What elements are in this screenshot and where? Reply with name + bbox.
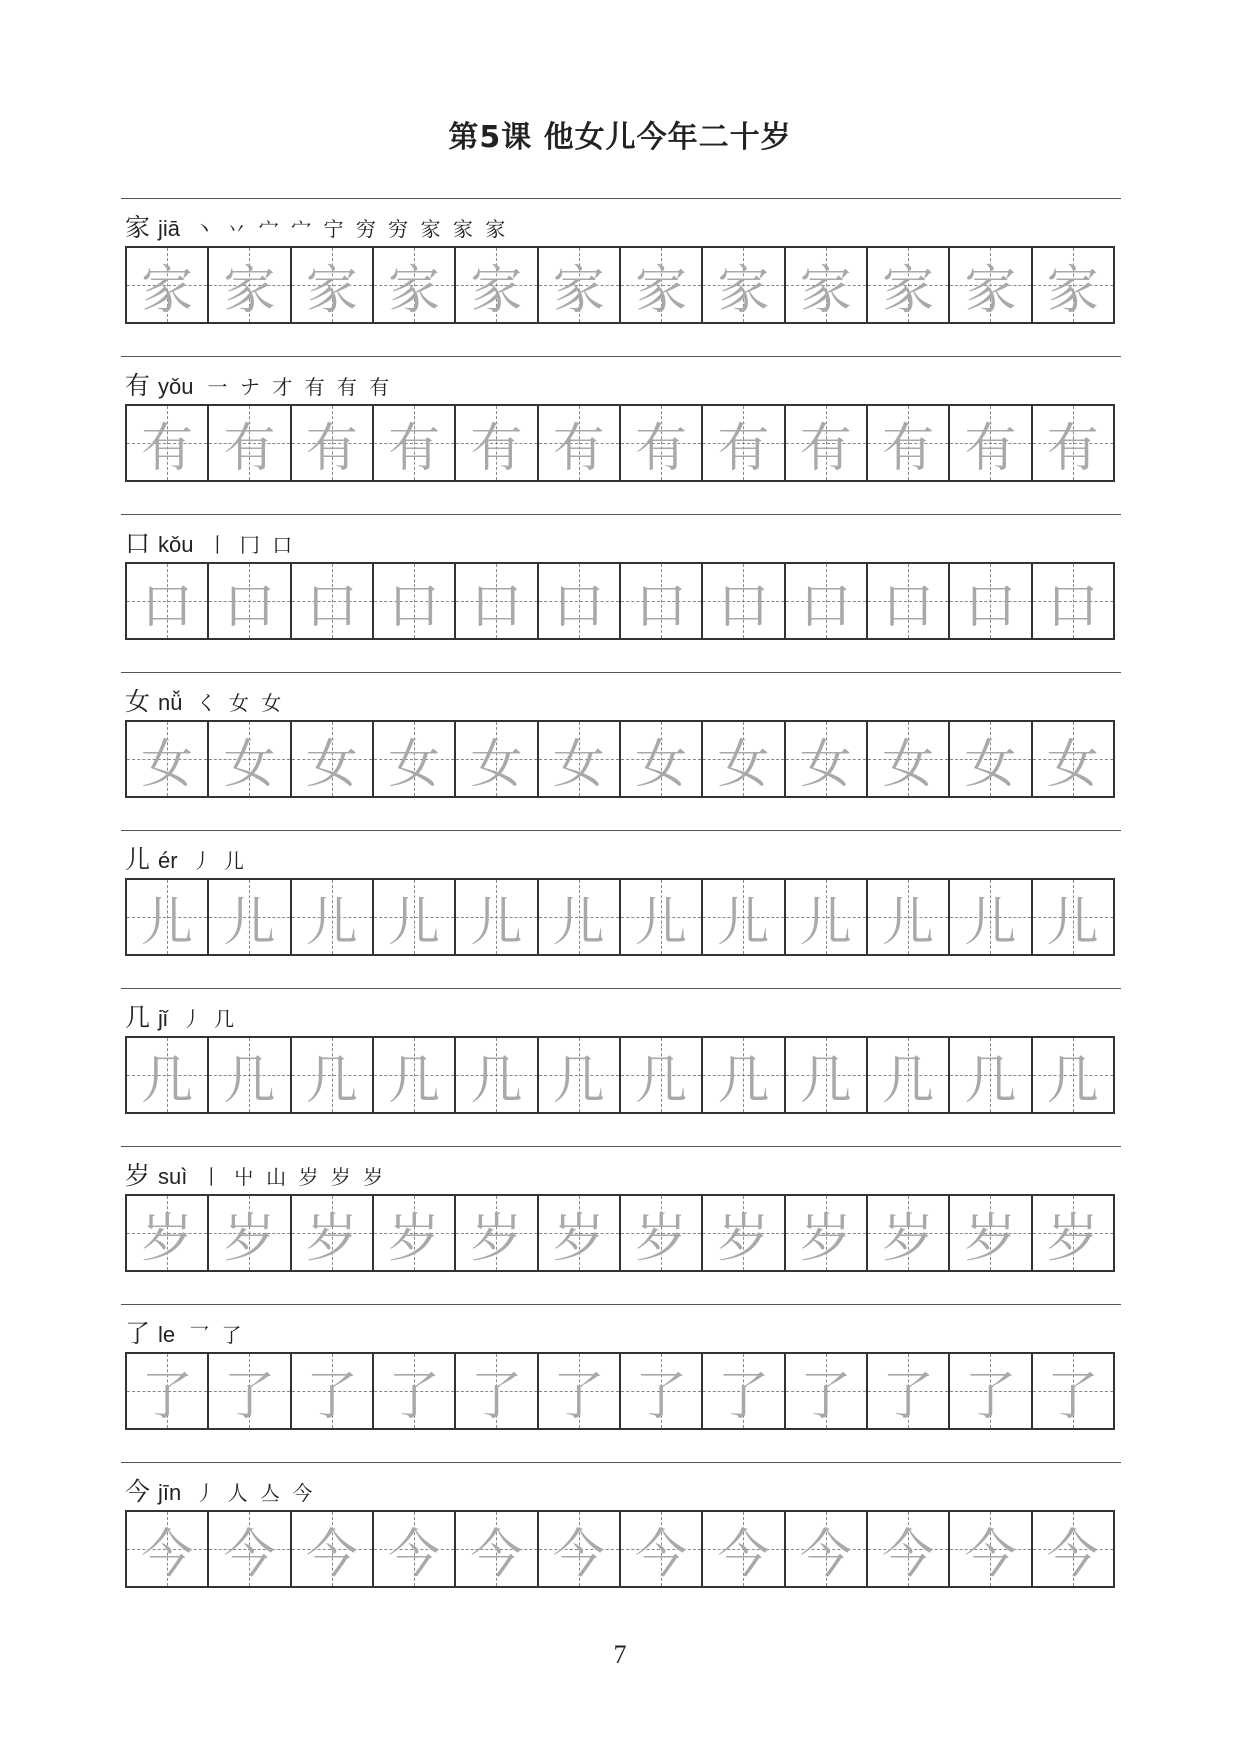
trace-character: 家 bbox=[964, 260, 1017, 321]
tian-zi-cell[interactable] bbox=[209, 564, 291, 638]
stroke-order: 丨 冂 口 bbox=[207, 533, 296, 557]
tian-zi-cell[interactable] bbox=[456, 1354, 538, 1428]
trace-character: 了 bbox=[470, 1366, 523, 1427]
tian-zi-cell[interactable] bbox=[209, 1512, 291, 1586]
trace-character: 今 bbox=[964, 1524, 1017, 1585]
tian-zi-cell[interactable] bbox=[127, 248, 209, 322]
trace-character: 口 bbox=[799, 576, 852, 637]
tian-zi-cell[interactable] bbox=[868, 248, 950, 322]
practice-grid bbox=[125, 562, 1115, 640]
character-label: 今 bbox=[125, 1477, 151, 1506]
tian-zi-cell[interactable] bbox=[209, 880, 291, 954]
trace-character: 口 bbox=[223, 576, 276, 637]
tian-zi-cell[interactable] bbox=[127, 564, 209, 638]
trace-character: 有 bbox=[141, 418, 194, 479]
trace-character: 儿 bbox=[1046, 892, 1099, 953]
tian-zi-cell[interactable] bbox=[292, 1354, 374, 1428]
practice-row bbox=[121, 672, 1121, 824]
trace-character: 岁 bbox=[1046, 1208, 1099, 1269]
trace-character: 家 bbox=[223, 260, 276, 321]
tian-zi-cell[interactable] bbox=[374, 1354, 456, 1428]
trace-character: 几 bbox=[223, 1050, 276, 1111]
tian-zi-cell[interactable] bbox=[374, 1038, 456, 1112]
trace-character: 家 bbox=[305, 260, 358, 321]
trace-character: 岁 bbox=[717, 1208, 770, 1269]
tian-zi-cell[interactable] bbox=[703, 1354, 785, 1428]
trace-character: 家 bbox=[1046, 260, 1099, 321]
trace-character: 几 bbox=[799, 1050, 852, 1111]
tian-zi-cell[interactable] bbox=[292, 722, 374, 796]
character-label: 家 bbox=[125, 213, 151, 242]
tian-zi-cell[interactable] bbox=[456, 1196, 538, 1270]
separator-line bbox=[121, 198, 1121, 199]
tian-zi-cell[interactable] bbox=[127, 1196, 209, 1270]
pinyin-label: kǒu bbox=[158, 532, 194, 557]
practice-row bbox=[121, 198, 1121, 350]
tian-zi-cell[interactable] bbox=[127, 1038, 209, 1112]
trace-character: 有 bbox=[799, 418, 852, 479]
row-label bbox=[125, 1314, 245, 1348]
separator-line bbox=[121, 1146, 1121, 1147]
tian-zi-cell[interactable] bbox=[950, 1038, 1032, 1112]
trace-character: 口 bbox=[635, 576, 688, 637]
tian-zi-cell[interactable] bbox=[786, 722, 868, 796]
trace-character: 儿 bbox=[799, 892, 852, 953]
trace-character: 今 bbox=[882, 1524, 935, 1585]
tian-zi-cell[interactable] bbox=[1033, 248, 1113, 322]
tian-zi-cell[interactable] bbox=[868, 1196, 950, 1270]
trace-character: 儿 bbox=[470, 892, 523, 953]
trace-character: 几 bbox=[388, 1050, 441, 1111]
tian-zi-cell[interactable] bbox=[292, 406, 374, 480]
tian-zi-cell[interactable] bbox=[950, 564, 1032, 638]
tian-zi-cell[interactable] bbox=[703, 564, 785, 638]
trace-character: 家 bbox=[388, 260, 441, 321]
trace-character: 女 bbox=[305, 734, 358, 795]
trace-character: 有 bbox=[717, 418, 770, 479]
tian-zi-cell[interactable] bbox=[950, 722, 1032, 796]
character-label: 有 bbox=[125, 371, 151, 400]
tian-zi-cell[interactable] bbox=[703, 1038, 785, 1112]
trace-character: 今 bbox=[635, 1524, 688, 1585]
tian-zi-cell[interactable] bbox=[703, 1512, 785, 1586]
practice-grid bbox=[125, 1352, 1115, 1430]
trace-character: 今 bbox=[799, 1524, 852, 1585]
trace-character: 了 bbox=[799, 1366, 852, 1427]
row-label bbox=[125, 682, 284, 716]
trace-character: 岁 bbox=[470, 1208, 523, 1269]
trace-character: 了 bbox=[717, 1366, 770, 1427]
trace-character: 口 bbox=[141, 576, 194, 637]
tian-zi-cell[interactable] bbox=[539, 1512, 621, 1586]
trace-character: 岁 bbox=[223, 1208, 276, 1269]
practice-row bbox=[121, 356, 1121, 508]
practice-row bbox=[121, 1462, 1121, 1614]
trace-character: 女 bbox=[470, 734, 523, 795]
practice-grid bbox=[125, 878, 1115, 956]
row-label bbox=[125, 1156, 386, 1190]
tian-zi-cell[interactable] bbox=[703, 722, 785, 796]
trace-character: 口 bbox=[882, 576, 935, 637]
pinyin-label: ér bbox=[158, 848, 178, 873]
stroke-order: 丿 几 bbox=[181, 1007, 238, 1031]
tian-zi-cell[interactable] bbox=[456, 406, 538, 480]
row-label bbox=[125, 998, 237, 1032]
trace-character: 家 bbox=[470, 260, 523, 321]
trace-character: 女 bbox=[964, 734, 1017, 795]
trace-character: 几 bbox=[141, 1050, 194, 1111]
trace-character: 有 bbox=[882, 418, 935, 479]
tian-zi-cell[interactable] bbox=[868, 1512, 950, 1586]
character-label: 儿 bbox=[125, 845, 151, 874]
character-label: 岁 bbox=[125, 1161, 151, 1190]
tian-zi-cell[interactable] bbox=[786, 564, 868, 638]
character-label: 几 bbox=[125, 1003, 151, 1032]
trace-character: 今 bbox=[305, 1524, 358, 1585]
trace-character: 有 bbox=[635, 418, 688, 479]
tian-zi-cell[interactable] bbox=[127, 880, 209, 954]
tian-zi-cell[interactable] bbox=[868, 1354, 950, 1428]
tian-zi-cell[interactable] bbox=[456, 722, 538, 796]
trace-character: 女 bbox=[223, 734, 276, 795]
trace-character: 有 bbox=[305, 418, 358, 479]
tian-zi-cell[interactable] bbox=[374, 722, 456, 796]
trace-character: 几 bbox=[964, 1050, 1017, 1111]
tian-zi-cell[interactable] bbox=[292, 564, 374, 638]
trace-character: 了 bbox=[964, 1366, 1017, 1427]
pinyin-label: suì bbox=[158, 1164, 188, 1189]
tian-zi-cell[interactable] bbox=[539, 1354, 621, 1428]
separator-line bbox=[121, 672, 1121, 673]
character-label: 口 bbox=[125, 529, 151, 558]
tian-zi-cell[interactable] bbox=[1033, 1196, 1113, 1270]
separator-line bbox=[121, 830, 1121, 831]
practice-row bbox=[121, 514, 1121, 666]
tian-zi-cell[interactable] bbox=[868, 1038, 950, 1112]
trace-character: 了 bbox=[1046, 1366, 1099, 1427]
tian-zi-cell[interactable] bbox=[950, 406, 1032, 480]
trace-character: 家 bbox=[635, 260, 688, 321]
tian-zi-cell[interactable] bbox=[209, 248, 291, 322]
tian-zi-cell[interactable] bbox=[374, 248, 456, 322]
row-label bbox=[125, 208, 508, 242]
row-label bbox=[125, 1472, 315, 1506]
tian-zi-cell[interactable] bbox=[127, 1354, 209, 1428]
separator-line bbox=[121, 1304, 1121, 1305]
tian-zi-cell[interactable] bbox=[703, 248, 785, 322]
tian-zi-cell[interactable] bbox=[621, 1038, 703, 1112]
tian-zi-cell[interactable] bbox=[1033, 1038, 1113, 1112]
trace-character: 儿 bbox=[964, 892, 1017, 953]
character-label: 了 bbox=[125, 1319, 151, 1348]
practice-row bbox=[121, 988, 1121, 1140]
tian-zi-cell[interactable] bbox=[456, 880, 538, 954]
trace-character: 几 bbox=[1046, 1050, 1099, 1111]
pinyin-label: le bbox=[158, 1322, 176, 1347]
trace-character: 岁 bbox=[635, 1208, 688, 1269]
tian-zi-cell[interactable] bbox=[950, 880, 1032, 954]
trace-character: 儿 bbox=[552, 892, 605, 953]
trace-character: 女 bbox=[388, 734, 441, 795]
tian-zi-cell[interactable] bbox=[292, 1038, 374, 1112]
trace-character: 了 bbox=[882, 1366, 935, 1427]
trace-character: 今 bbox=[552, 1524, 605, 1585]
trace-character: 儿 bbox=[223, 892, 276, 953]
trace-character: 岁 bbox=[141, 1208, 194, 1269]
trace-character: 几 bbox=[717, 1050, 770, 1111]
trace-character: 儿 bbox=[305, 892, 358, 953]
tian-zi-cell[interactable] bbox=[621, 406, 703, 480]
trace-character: 几 bbox=[635, 1050, 688, 1111]
stroke-order: 丨 屮 山 岁 岁 岁 bbox=[201, 1165, 387, 1189]
trace-character: 口 bbox=[388, 576, 441, 637]
row-label bbox=[125, 524, 295, 558]
stroke-order: 丿 人 亼 今 bbox=[195, 1481, 316, 1505]
character-label: 女 bbox=[125, 687, 151, 716]
trace-character: 女 bbox=[141, 734, 194, 795]
tian-zi-cell[interactable] bbox=[868, 722, 950, 796]
trace-character: 今 bbox=[388, 1524, 441, 1585]
tian-zi-cell[interactable] bbox=[374, 406, 456, 480]
trace-character: 岁 bbox=[799, 1208, 852, 1269]
tian-zi-cell[interactable] bbox=[786, 1038, 868, 1112]
trace-character: 家 bbox=[799, 260, 852, 321]
pinyin-label: nǚ bbox=[158, 690, 183, 715]
tian-zi-cell[interactable] bbox=[127, 1512, 209, 1586]
tian-zi-cell[interactable] bbox=[950, 1196, 1032, 1270]
trace-character: 女 bbox=[799, 734, 852, 795]
trace-character: 口 bbox=[552, 576, 605, 637]
tian-zi-cell[interactable] bbox=[786, 1512, 868, 1586]
tian-zi-cell[interactable] bbox=[621, 722, 703, 796]
practice-grid bbox=[125, 246, 1115, 324]
practice-grid bbox=[125, 1194, 1115, 1272]
trace-character: 有 bbox=[470, 418, 523, 479]
tian-zi-cell[interactable] bbox=[209, 1038, 291, 1112]
trace-character: 有 bbox=[552, 418, 605, 479]
trace-character: 有 bbox=[964, 418, 1017, 479]
trace-character: 了 bbox=[141, 1366, 194, 1427]
tian-zi-cell[interactable] bbox=[1033, 564, 1113, 638]
trace-character: 家 bbox=[717, 260, 770, 321]
practice-row bbox=[121, 1146, 1121, 1298]
tian-zi-cell[interactable] bbox=[868, 880, 950, 954]
tian-zi-cell[interactable] bbox=[621, 1196, 703, 1270]
practice-grid bbox=[125, 1510, 1115, 1588]
trace-character: 几 bbox=[552, 1050, 605, 1111]
trace-character: 了 bbox=[635, 1366, 688, 1427]
trace-character: 今 bbox=[470, 1524, 523, 1585]
practice-grid bbox=[125, 404, 1115, 482]
tian-zi-cell[interactable] bbox=[374, 1196, 456, 1270]
trace-character: 口 bbox=[964, 576, 1017, 637]
tian-zi-cell[interactable] bbox=[621, 1354, 703, 1428]
tian-zi-cell[interactable] bbox=[786, 1196, 868, 1270]
trace-character: 口 bbox=[470, 576, 523, 637]
tian-zi-cell[interactable] bbox=[539, 722, 621, 796]
trace-character: 家 bbox=[141, 260, 194, 321]
row-label bbox=[125, 840, 247, 874]
tian-zi-cell[interactable] bbox=[621, 248, 703, 322]
tian-zi-cell[interactable] bbox=[456, 564, 538, 638]
practice-grid bbox=[125, 1036, 1115, 1114]
tian-zi-cell[interactable] bbox=[703, 880, 785, 954]
stroke-order: 乛 了 bbox=[189, 1323, 245, 1347]
tian-zi-cell[interactable] bbox=[621, 564, 703, 638]
trace-character: 儿 bbox=[635, 892, 688, 953]
trace-character: 岁 bbox=[964, 1208, 1017, 1269]
trace-character: 今 bbox=[141, 1524, 194, 1585]
trace-character: 有 bbox=[223, 418, 276, 479]
pinyin-label: jǐ bbox=[158, 1006, 168, 1031]
tian-zi-cell[interactable] bbox=[786, 880, 868, 954]
trace-character: 今 bbox=[223, 1524, 276, 1585]
trace-character: 岁 bbox=[388, 1208, 441, 1269]
tian-zi-cell[interactable] bbox=[539, 564, 621, 638]
separator-line bbox=[121, 356, 1121, 357]
trace-character: 家 bbox=[882, 260, 935, 321]
trace-character: 女 bbox=[882, 734, 935, 795]
trace-character: 了 bbox=[223, 1366, 276, 1427]
trace-character: 家 bbox=[552, 260, 605, 321]
tian-zi-cell[interactable] bbox=[209, 722, 291, 796]
trace-character: 了 bbox=[305, 1366, 358, 1427]
tian-zi-cell[interactable] bbox=[292, 1512, 374, 1586]
tian-zi-cell[interactable] bbox=[621, 880, 703, 954]
tian-zi-cell[interactable] bbox=[127, 722, 209, 796]
tian-zi-cell[interactable] bbox=[209, 1196, 291, 1270]
trace-character: 儿 bbox=[141, 892, 194, 953]
trace-character: 女 bbox=[635, 734, 688, 795]
trace-character: 了 bbox=[388, 1366, 441, 1427]
trace-character: 今 bbox=[717, 1524, 770, 1585]
trace-character: 口 bbox=[305, 576, 358, 637]
tian-zi-cell[interactable] bbox=[374, 880, 456, 954]
trace-character: 口 bbox=[1046, 576, 1099, 637]
trace-character: 几 bbox=[882, 1050, 935, 1111]
stroke-order: 丿 儿 bbox=[191, 849, 247, 873]
trace-character: 今 bbox=[1046, 1524, 1099, 1585]
tian-zi-cell[interactable] bbox=[374, 564, 456, 638]
tian-zi-cell[interactable] bbox=[292, 248, 374, 322]
tian-zi-cell[interactable] bbox=[292, 1196, 374, 1270]
pinyin-label: yǒu bbox=[158, 374, 194, 399]
tian-zi-cell[interactable] bbox=[950, 248, 1032, 322]
tian-zi-cell[interactable] bbox=[868, 564, 950, 638]
tian-zi-cell[interactable] bbox=[456, 248, 538, 322]
stroke-order: 一 ナ 才 有 有 有 bbox=[207, 375, 393, 399]
trace-character: 女 bbox=[552, 734, 605, 795]
practice-row bbox=[121, 1304, 1121, 1456]
page-number: 7 bbox=[613, 1640, 627, 1669]
pinyin-label: jiā bbox=[158, 216, 181, 241]
tian-zi-cell[interactable] bbox=[456, 1038, 538, 1112]
stroke-order: く 女 女 bbox=[196, 691, 285, 715]
tian-zi-cell[interactable] bbox=[1033, 406, 1113, 480]
pinyin-label: jīn bbox=[158, 1480, 182, 1505]
row-label bbox=[125, 366, 392, 400]
tian-zi-cell[interactable] bbox=[786, 1354, 868, 1428]
trace-character: 女 bbox=[1046, 734, 1099, 795]
tian-zi-cell[interactable] bbox=[703, 1196, 785, 1270]
tian-zi-cell[interactable] bbox=[539, 880, 621, 954]
trace-character: 儿 bbox=[882, 892, 935, 953]
tian-zi-cell[interactable] bbox=[786, 406, 868, 480]
tian-zi-cell[interactable] bbox=[292, 880, 374, 954]
trace-character: 有 bbox=[388, 418, 441, 479]
separator-line bbox=[121, 1462, 1121, 1463]
trace-character: 了 bbox=[552, 1366, 605, 1427]
page-title: 第5课 他女儿今年二十岁 bbox=[448, 120, 792, 155]
tian-zi-cell[interactable] bbox=[127, 406, 209, 480]
trace-character: 岁 bbox=[552, 1208, 605, 1269]
tian-zi-cell[interactable] bbox=[786, 248, 868, 322]
trace-character: 几 bbox=[305, 1050, 358, 1111]
tian-zi-cell[interactable] bbox=[456, 1512, 538, 1586]
tian-zi-cell[interactable] bbox=[539, 1038, 621, 1112]
tian-zi-cell[interactable] bbox=[209, 406, 291, 480]
separator-line bbox=[121, 988, 1121, 989]
tian-zi-cell[interactable] bbox=[950, 1354, 1032, 1428]
tian-zi-cell[interactable] bbox=[539, 406, 621, 480]
trace-character: 岁 bbox=[882, 1208, 935, 1269]
stroke-order: 丶 丷 宀 宀 宁 穷 穷 家 家 家 bbox=[194, 217, 509, 241]
tian-zi-cell[interactable] bbox=[621, 1512, 703, 1586]
practice-grid bbox=[125, 720, 1115, 798]
tian-zi-cell[interactable] bbox=[950, 1512, 1032, 1586]
practice-row bbox=[121, 830, 1121, 982]
trace-character: 岁 bbox=[305, 1208, 358, 1269]
tian-zi-cell[interactable] bbox=[374, 1512, 456, 1586]
trace-character: 有 bbox=[1046, 418, 1099, 479]
trace-character: 女 bbox=[717, 734, 770, 795]
tian-zi-cell[interactable] bbox=[703, 406, 785, 480]
tian-zi-cell[interactable] bbox=[1033, 1354, 1113, 1428]
tian-zi-cell[interactable] bbox=[1033, 1512, 1113, 1586]
separator-line bbox=[121, 514, 1121, 515]
tian-zi-cell[interactable] bbox=[539, 248, 621, 322]
trace-character: 儿 bbox=[388, 892, 441, 953]
tian-zi-cell[interactable] bbox=[539, 1196, 621, 1270]
trace-character: 儿 bbox=[717, 892, 770, 953]
trace-character: 几 bbox=[470, 1050, 523, 1111]
tian-zi-cell[interactable] bbox=[209, 1354, 291, 1428]
tian-zi-cell[interactable] bbox=[868, 406, 950, 480]
tian-zi-cell[interactable] bbox=[1033, 722, 1113, 796]
trace-character: 口 bbox=[717, 576, 770, 637]
tian-zi-cell[interactable] bbox=[1033, 880, 1113, 954]
